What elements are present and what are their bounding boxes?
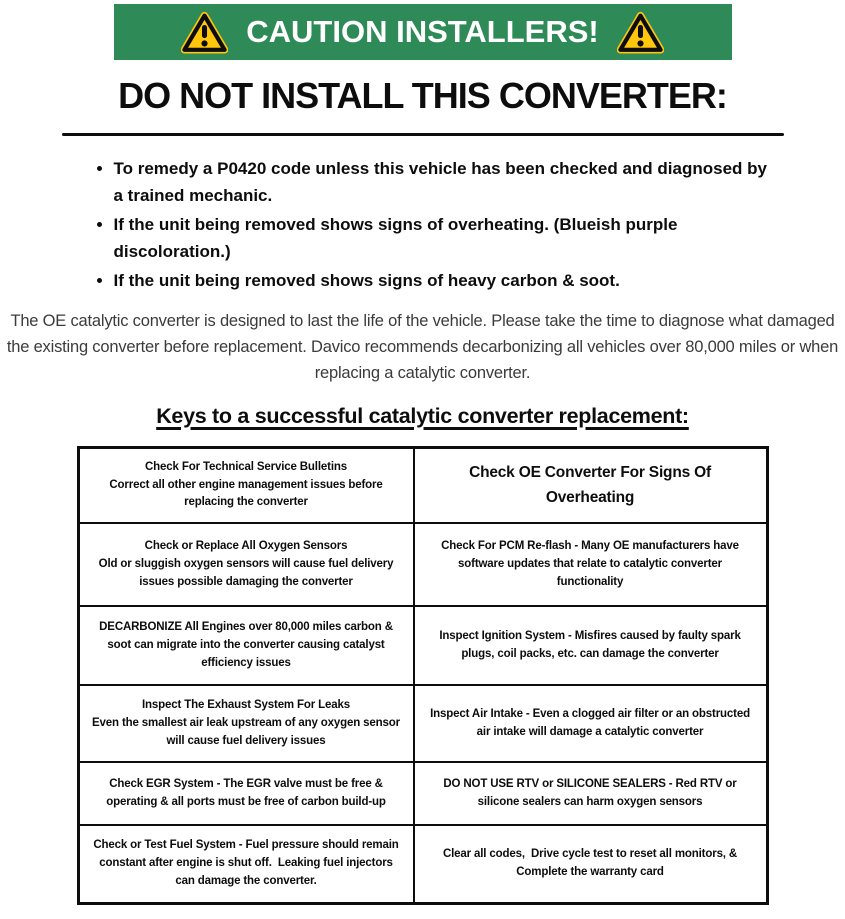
- cell-body: Check EGR System - The EGR valve must be free & operating & all ports must be free of carbon build-up: [106, 777, 386, 808]
- table-cell-right: [414, 523, 767, 606]
- table-cell-left: [78, 825, 414, 903]
- table-cell-right: [414, 606, 767, 685]
- page-title: DO NOT INSTALL THIS CONVERTER:: [118, 75, 727, 116]
- cell-body: Even the smallest air leak upstream of any oxygen sensor will cause fuel delivery issues: [92, 716, 404, 747]
- cell-body: Inspect Air Intake - Even a clogged air filter or an obstructed air intake will damage a catalytic converter: [430, 707, 753, 738]
- table-cell-left: [78, 447, 414, 523]
- warning-item: • If the unit being removed shows signs of heavy carbon & soot.: [114, 268, 768, 295]
- table-cell-left: [78, 606, 414, 685]
- banner-label: CAUTION INSTALLERS!: [246, 14, 599, 49]
- cell-body: DECARBONIZE All Engines over 80,000 miles carbon & soot can migrate into the converter causing catalyst efficiency issues: [99, 621, 396, 669]
- caution-banner: [114, 4, 732, 60]
- intro-paragraph: The OE catalytic converter is designed to last the life of the vehicle. Please take the time to diagnose what damaged the existing converter before replacement. Davico recommends decarbonizing all vehicles over 80,000 miles or when replacing a catalytic converter.: [6, 311, 839, 383]
- table-row: [78, 447, 767, 523]
- warnings-list: [78, 156, 768, 295]
- cell-body: Clear all codes, Drive cycle test to reset all monitors, & Complete the warranty card: [442, 848, 741, 878]
- table-row: [78, 685, 767, 762]
- cell-body: Inspect Ignition System - Misfires caused by faulty spark plugs, coil packs, etc. can damage the converter: [439, 629, 744, 660]
- table-row: [78, 825, 767, 903]
- warning-triangle-icon: [181, 11, 228, 54]
- table-row: [78, 762, 767, 825]
- table-row: [78, 606, 767, 685]
- table-cell-left: [78, 685, 414, 762]
- cell-title: Check or Replace All Oxygen Sensors: [144, 540, 348, 553]
- keys-heading: Keys to a successful catalytic converter replacement:: [156, 403, 689, 428]
- warning-triangle-icon: [617, 11, 664, 54]
- cell-body: Check or Test Fuel System - Fuel pressure should remain constant after engine is shut off. Leaking fuel injectors can damage the converter.: [93, 839, 402, 887]
- cell-title: Check For Technical Service Bulletins: [145, 460, 347, 473]
- cell-body: Correct all other engine management issues before replacing the converter: [109, 478, 386, 509]
- cell-title: Inspect The Exhaust System For Leaks: [141, 699, 351, 712]
- table-cell-right: [414, 825, 767, 903]
- cell-body: Old or sluggish oxygen sensors will cause fuel delivery issues possible damaging the converter: [98, 557, 397, 588]
- table-cell-right: [414, 685, 767, 762]
- table-row: [78, 523, 767, 606]
- tips-table: [77, 446, 769, 905]
- warning-item: • To remedy a P0420 code unless this vehicle has been checked and diagnosed by a trained mechanic.: [114, 156, 768, 209]
- cell-body: DO NOT USE RTV or SILICONE SEALERS - Red RTV or silicone sealers can harm oxygen sensors: [443, 777, 740, 808]
- table-cell-left: [78, 523, 414, 606]
- warning-item: • If the unit being removed shows signs of overheating. (Blueish purple discoloration.): [114, 212, 768, 265]
- cell-body: Check OE Converter For Signs Of Overheating: [469, 464, 716, 506]
- divider: [62, 133, 784, 136]
- table-cell-left: [78, 762, 414, 825]
- cell-body: Check For PCM Re-flash - Many OE manufacturers have software updates that relate to catalytic converter functionality: [441, 540, 742, 588]
- table-cell-right: [414, 762, 767, 825]
- table-cell-right: [414, 447, 767, 523]
